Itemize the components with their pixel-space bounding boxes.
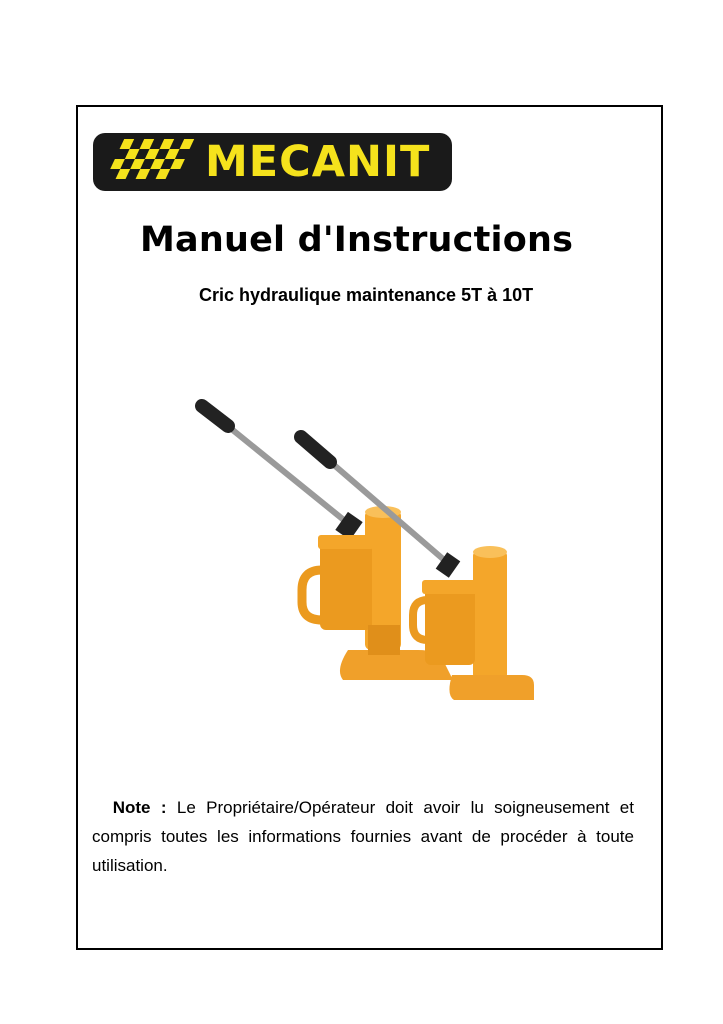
- hydraulic-jack-photo: [190, 390, 540, 710]
- checkered-flag-icon: [93, 133, 213, 191]
- document-subtitle: Cric hydraulique maintenance 5T à 10T: [199, 285, 534, 305]
- mecanit-logo: [93, 133, 452, 191]
- note-label: Note :: [112, 798, 167, 817]
- document-title: Manuel d'Instructions: [140, 220, 574, 260]
- logo-brand-text: MECANIT: [205, 137, 431, 187]
- note-text: Le Propriétaire/Opérateur doit avoir lu soigneusement et compris toutes les informations fournies avant de procéder à toute utilisation.: [92, 798, 634, 875]
- note-paragraph: [92, 793, 634, 880]
